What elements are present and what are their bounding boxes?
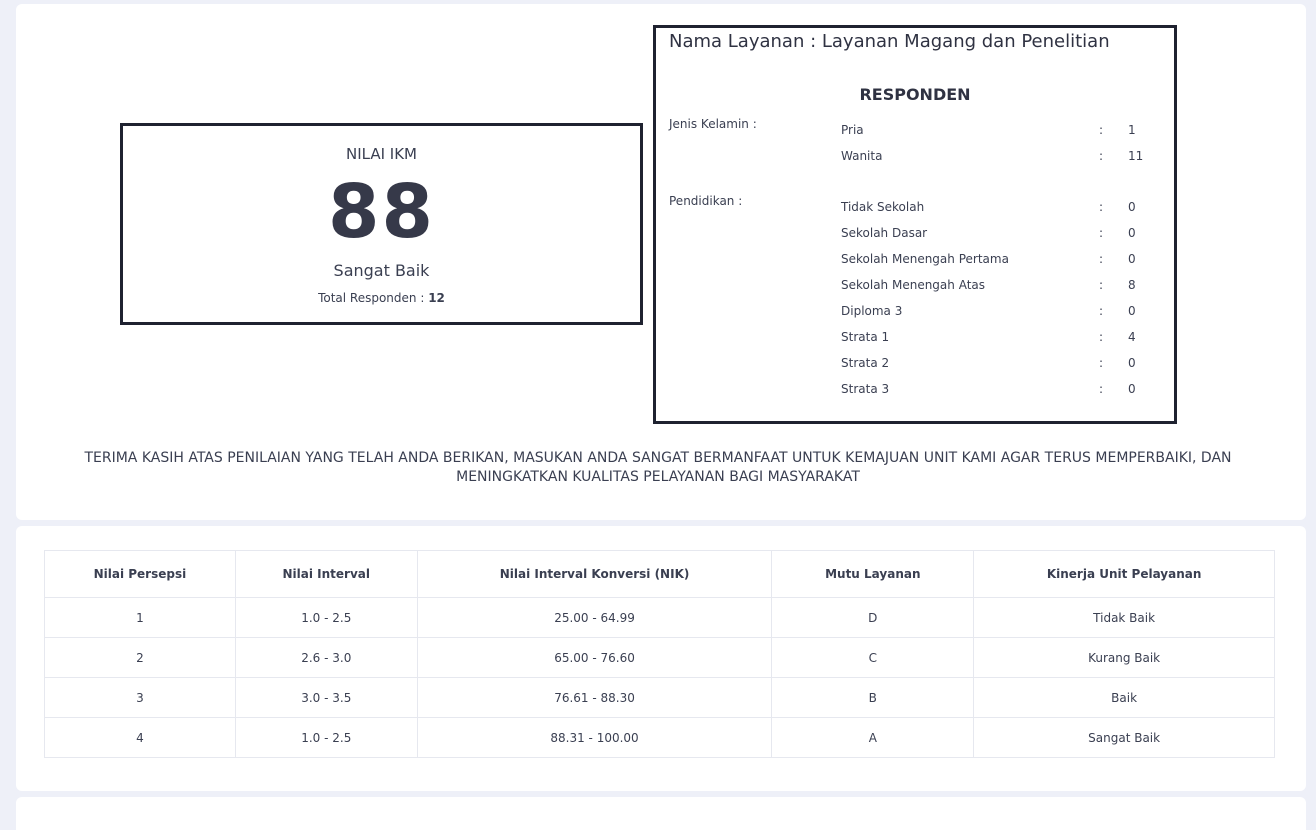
table-cell: 4	[45, 718, 236, 758]
education-label: Pendidikan :	[669, 194, 743, 208]
row-count: 0	[1128, 304, 1136, 318]
table-cell: Baik	[974, 678, 1275, 718]
table-cell: 3	[45, 678, 236, 718]
table-cell: Tidak Baik	[974, 598, 1275, 638]
table-cell: 1.0 - 2.5	[235, 598, 417, 638]
row-separator: :	[1099, 382, 1104, 396]
service-quality-table	[44, 550, 1275, 758]
row-name: Strata 2	[841, 356, 890, 370]
row-separator: :	[1099, 278, 1104, 292]
table-cell: A	[772, 718, 974, 758]
row-separator: :	[1099, 200, 1104, 214]
row-count: 0	[1128, 200, 1136, 214]
ikm-score-value: 88	[328, 169, 435, 255]
row-count: 11	[1128, 149, 1144, 163]
row-name: Sekolah Menengah Atas	[841, 278, 985, 292]
table-cell: 76.61 - 88.30	[417, 678, 772, 718]
table-cell: C	[772, 638, 974, 678]
table-cell: 25.00 - 64.99	[417, 598, 772, 638]
table-cell: 65.00 - 76.60	[417, 638, 772, 678]
table-row	[45, 598, 1275, 638]
column-header: Nilai Interval Konversi (NIK)	[417, 551, 772, 598]
row-count: 0	[1128, 356, 1136, 370]
table-cell: 2.6 - 3.0	[235, 638, 417, 678]
gender-row	[841, 149, 1151, 167]
row-separator: :	[1099, 304, 1104, 318]
ikm-category: Sangat Baik	[333, 261, 430, 280]
ikm-label: NILAI IKM	[345, 145, 417, 163]
total-respondents	[123, 291, 640, 305]
table-row	[45, 638, 1275, 678]
row-count: 1	[1128, 123, 1136, 137]
row-count: 8	[1128, 278, 1136, 292]
column-header: Nilai Persepsi	[45, 551, 236, 598]
column-header: Kinerja Unit Pelayanan	[974, 551, 1275, 598]
ikm-score-box	[120, 123, 643, 325]
table-cell: D	[772, 598, 974, 638]
row-name: Strata 1	[841, 330, 890, 344]
row-name: Pria	[841, 123, 864, 137]
row-count: 0	[1128, 382, 1136, 396]
row-name: Wanita	[841, 149, 883, 163]
education-row	[841, 226, 1151, 244]
table-row	[45, 718, 1275, 758]
bottom-card	[16, 797, 1306, 830]
row-name: Tidak Sekolah	[841, 200, 925, 214]
total-respondents-value: 12	[428, 291, 445, 305]
row-separator: :	[1099, 330, 1104, 344]
row-separator: :	[1099, 252, 1104, 266]
table-cell: 1.0 - 2.5	[235, 718, 417, 758]
column-header: Nilai Interval	[235, 551, 417, 598]
education-row	[841, 278, 1151, 296]
thanks-message: TERIMA KASIH ATAS PENILAIAN YANG TELAH ANDA BERIKAN, MASUKAN ANDA SANGAT BERMANFAAT UNTUK KEMAJUAN UNIT KAMI AGAR TERUS MEMPERBAIKI, DAN MENINGKATKAN KUALITAS PELAYANAN BAGI MASYARAKAT	[84, 450, 1232, 485]
respondents-heading: RESPONDEN	[859, 85, 971, 104]
table-row	[45, 678, 1275, 718]
row-separator: :	[1099, 123, 1104, 137]
table-cell: 88.31 - 100.00	[417, 718, 772, 758]
total-respondents-label: Total Responden :	[318, 291, 429, 305]
table-cell: B	[772, 678, 974, 718]
row-name: Sekolah Dasar	[841, 226, 928, 240]
respondents-box	[653, 25, 1177, 424]
education-row	[841, 382, 1151, 400]
service-title: Nama Layanan : Layanan Magang dan Penelitian	[669, 31, 1110, 52]
education-row	[841, 304, 1151, 322]
row-name: Strata 3	[841, 382, 890, 396]
gender-row	[841, 123, 1151, 141]
education-row	[841, 252, 1151, 270]
row-count: 0	[1128, 226, 1136, 240]
row-separator: :	[1099, 226, 1104, 240]
table-cell: 2	[45, 638, 236, 678]
row-name: Diploma 3	[841, 304, 903, 318]
education-row	[841, 200, 1151, 218]
row-count: 4	[1128, 330, 1136, 344]
education-row	[841, 356, 1151, 374]
row-name: Sekolah Menengah Pertama	[841, 252, 1009, 266]
education-row	[841, 330, 1151, 348]
row-separator: :	[1099, 149, 1104, 163]
row-separator: :	[1099, 356, 1104, 370]
table-cell: Sangat Baik	[974, 718, 1275, 758]
row-count: 0	[1128, 252, 1136, 266]
table-cell: 3.0 - 3.5	[235, 678, 417, 718]
table-header-row	[45, 551, 1275, 598]
table-cell: 1	[45, 598, 236, 638]
table-cell: Kurang Baik	[974, 638, 1275, 678]
gender-label: Jenis Kelamin :	[669, 117, 757, 131]
column-header: Mutu Layanan	[772, 551, 974, 598]
